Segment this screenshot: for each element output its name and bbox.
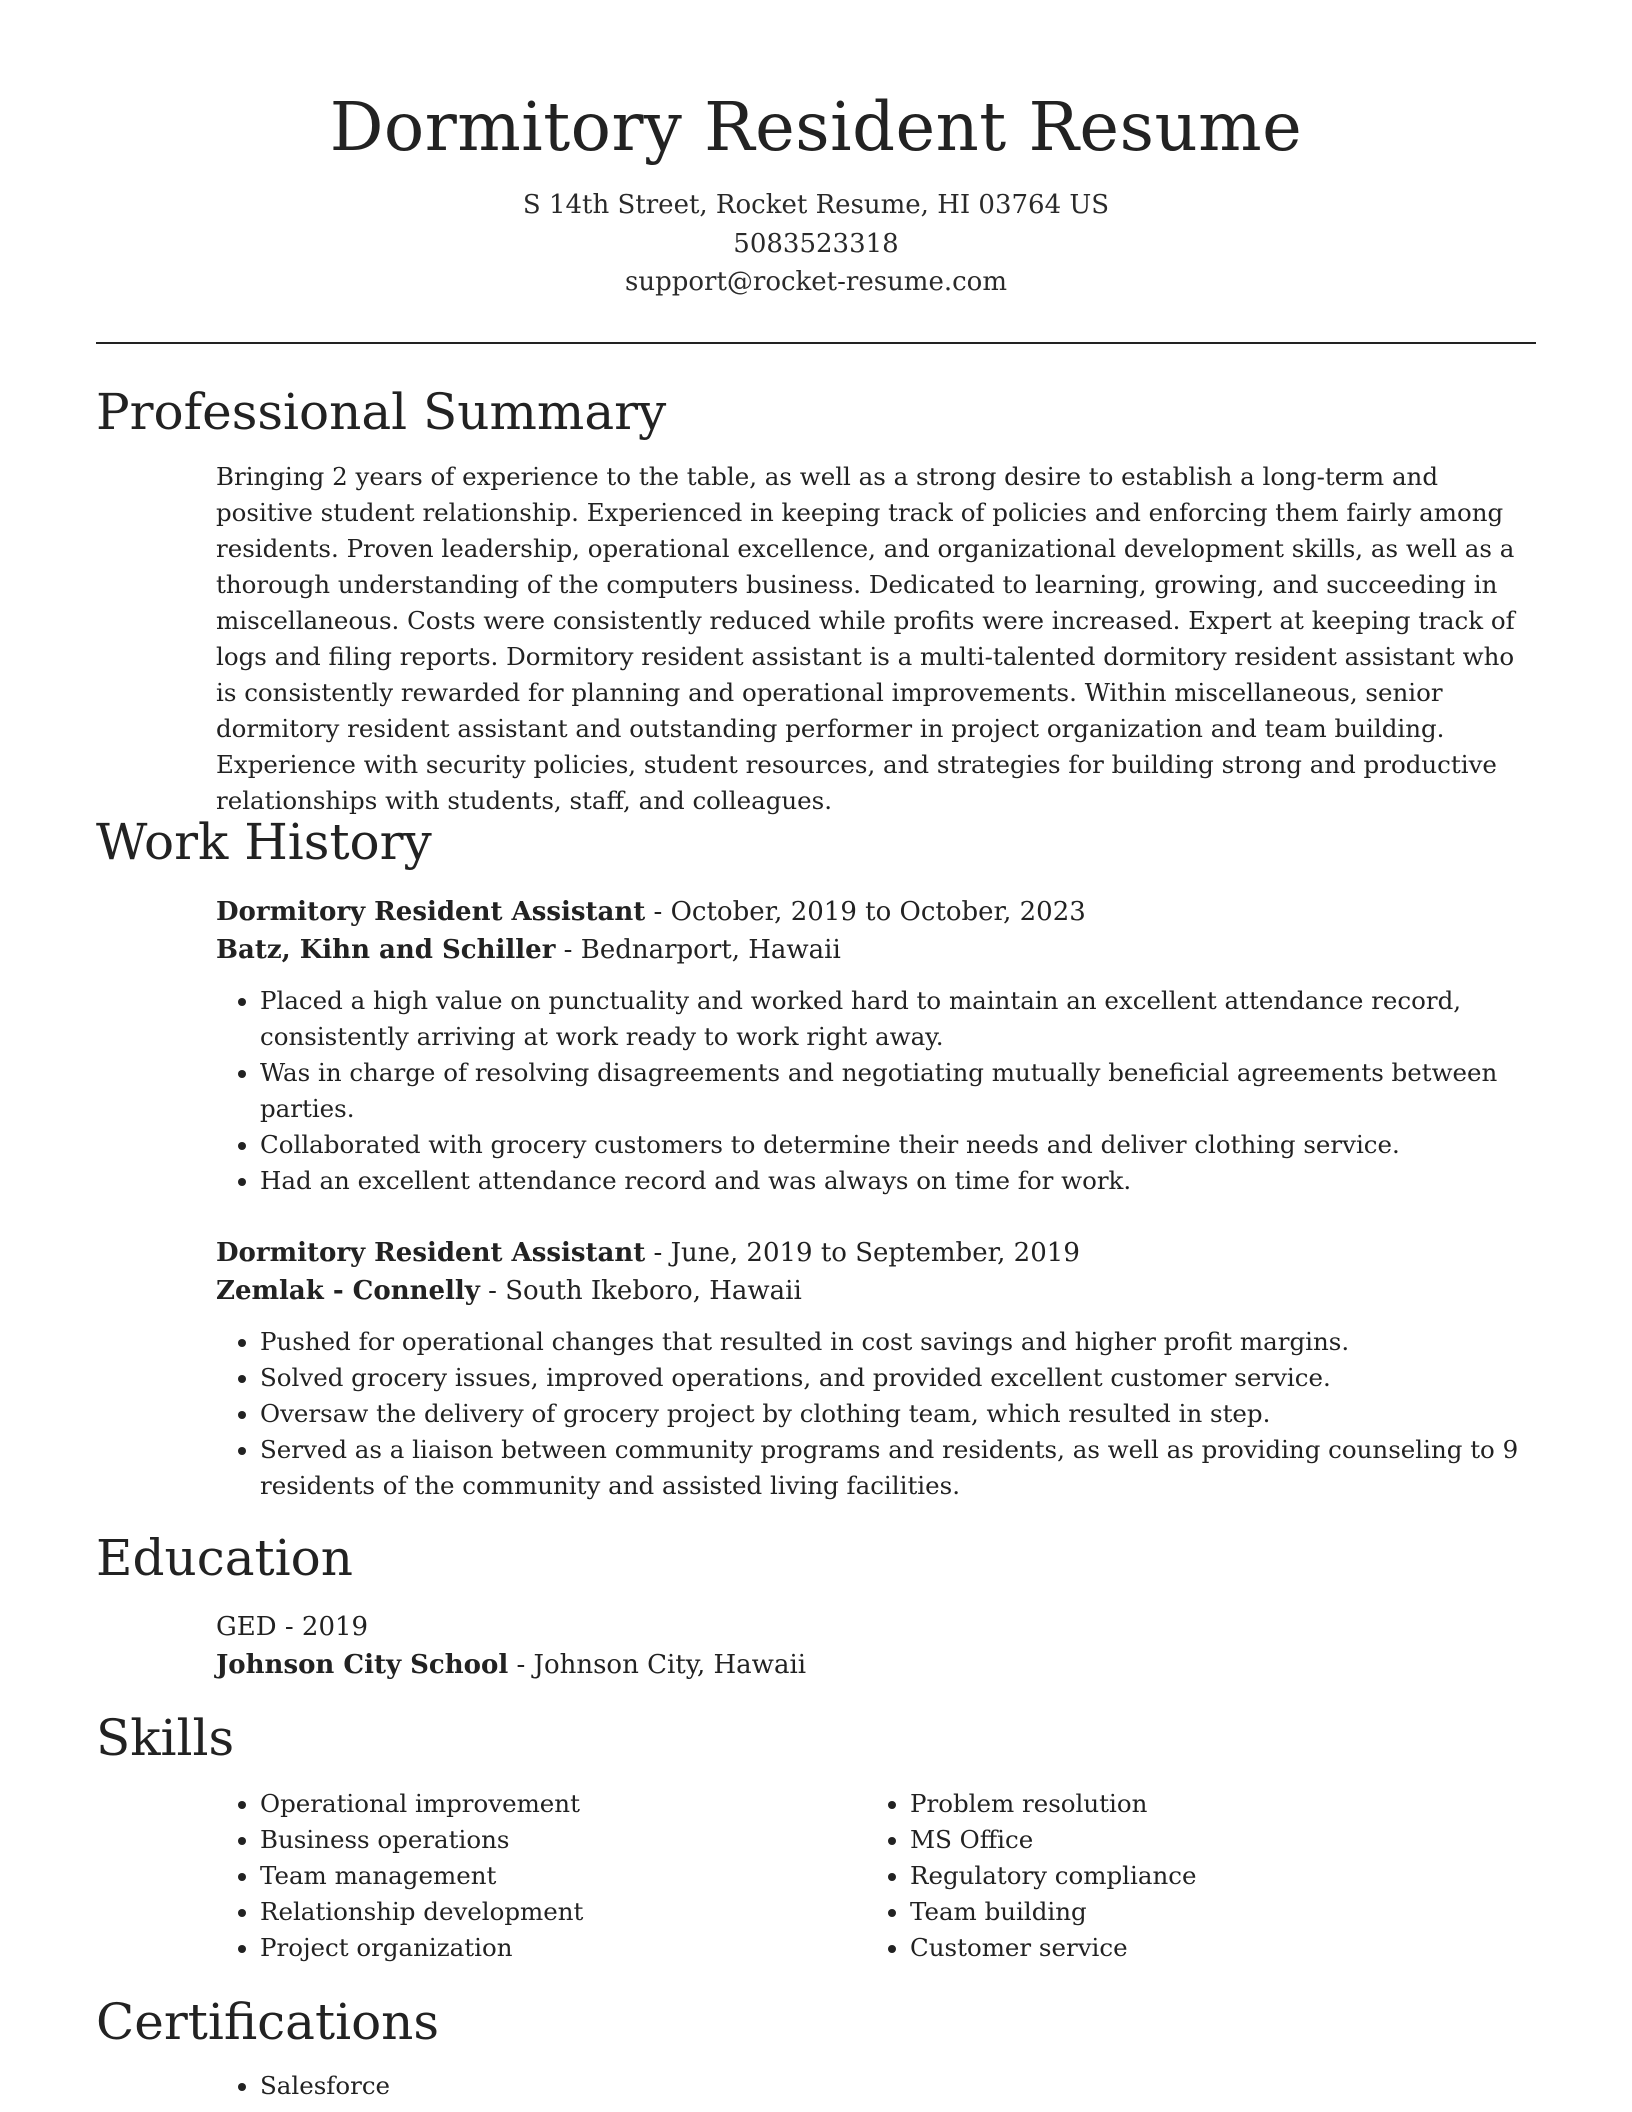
job-bullets: [216, 1324, 1536, 1504]
section-title-work: Work History: [96, 813, 432, 871]
job-title-line: [216, 1234, 1536, 1272]
contact-email: support@rocket-resume.com: [624, 267, 1007, 297]
job-bullets: [216, 983, 1536, 1199]
skill-item: • Relationship development: [260, 1894, 860, 1930]
job-title-line: [216, 893, 1536, 931]
job-bullet: • Solved grocery issues, improved operations, and provided excellent customer service.: [260, 1360, 1536, 1396]
job-dates: - June, 2019 to September, 2019: [645, 1238, 1080, 1268]
job-company-line: [216, 1272, 1536, 1310]
resume-title: Dormitory Resident Resume: [329, 88, 1303, 166]
job-bullet: • Served as a liaison between community programs and residents, as well as providing counseling to 9 residents of the community and assisted living facilities.: [260, 1432, 1536, 1504]
job-bullet: • Oversaw the delivery of grocery project by clothing team, which resulted in step.: [260, 1396, 1536, 1432]
contact-phone: 5083523318: [733, 228, 899, 259]
skills-column-right: [866, 1786, 1510, 1966]
education-school: Johnson City School: [216, 1650, 509, 1680]
job-entry: [216, 893, 1536, 1199]
job-company-line: [216, 931, 1536, 969]
job-dates: - October, 2019 to October, 2023: [645, 897, 1086, 927]
job-role: Dormitory Resident Assistant: [216, 1238, 646, 1268]
skills-column-left: [216, 1786, 860, 1966]
education-location: - Johnson City, Hawaii: [508, 1650, 807, 1680]
job-entry: [216, 1234, 1536, 1504]
job-role: Dormitory Resident Assistant: [216, 897, 646, 927]
skill-item: • Project organization: [260, 1930, 860, 1966]
job-bullet: • Placed a high value on punctuality and worked hard to maintain an excellent attendance record, consistently arriving at work ready to work right away.: [260, 983, 1536, 1055]
job-bullet: • Collaborated with grocery customers to determine their needs and deliver clothing service.: [260, 1127, 1536, 1163]
skills-list: [216, 1786, 1536, 1986]
skill-item: • Business operations: [260, 1822, 860, 1858]
skill-item: • MS Office: [910, 1822, 1510, 1858]
job-bullet: • Had an excellent attendance record and was always on time for work.: [260, 1163, 1536, 1199]
certification-item: • Salesforce: [260, 2068, 1536, 2104]
skill-item: • Operational improvement: [260, 1786, 860, 1822]
certification-items: [216, 2068, 1536, 2104]
contact-info: [0, 186, 1632, 302]
section-title-skills: Skills: [96, 1709, 235, 1767]
header-divider: [96, 342, 1536, 344]
job-location: - Bednarport, Hawaii: [555, 935, 841, 965]
education-school-line: [216, 1646, 1536, 1684]
resume-header: [0, 82, 1632, 302]
skill-item: • Regulatory compliance: [910, 1858, 1510, 1894]
section-title-summary: Professional Summary: [96, 383, 667, 441]
job-bullet: • Was in charge of resolving disagreements and negotiating mutually beneficial agreements between parties.: [260, 1055, 1536, 1127]
job-bullet: • Pushed for operational changes that resulted in cost savings and higher profit margins.: [260, 1324, 1536, 1360]
skill-item: • Customer service: [910, 1930, 1510, 1966]
job-location: - South Ikeboro, Hawaii: [479, 1276, 802, 1306]
contact-address: S 14th Street, Rocket Resume, HI 03764 US: [522, 190, 1110, 220]
section-title-certifications: Certifications: [96, 1993, 440, 2051]
section-title-education: Education: [96, 1529, 353, 1587]
job-company: Batz, Kihn and Schiller: [216, 935, 556, 965]
education-degree: GED - 2019: [216, 1612, 369, 1642]
skill-item: • Problem resolution: [910, 1786, 1510, 1822]
skill-item: • Team building: [910, 1894, 1510, 1930]
education-entry: [216, 1608, 1536, 1684]
skill-item: • Team management: [260, 1858, 860, 1894]
job-company: Zemlak - Connelly: [216, 1276, 480, 1306]
summary-text: Bringing 2 years of experience to the table, as well as a strong desire to establish a long-term and positive student relationship. Experienced in keeping track of policies and enforcing them fairly among residents. Proven leadership, operational excellence, and organizational development skills, as well as a thorough understanding of the computers business. Dedicated to learning, growing, and succeeding in miscellaneous. Costs were consistently reduced while profits were increased. Expert at keeping track of logs and filing reports. Dormitory resident assistant is a multi-talented dormitory resident assistant who is consistently rewarded for planning and operational improvements. Within miscellaneous, senior dormitory resident assistant and outstanding performer in project organization and team building. Experience with security policies, student resources, and strategies for building strong and productive relationships with students, staff, and colleagues.: [216, 462, 1515, 815]
certifications-list: [216, 2068, 1536, 2104]
